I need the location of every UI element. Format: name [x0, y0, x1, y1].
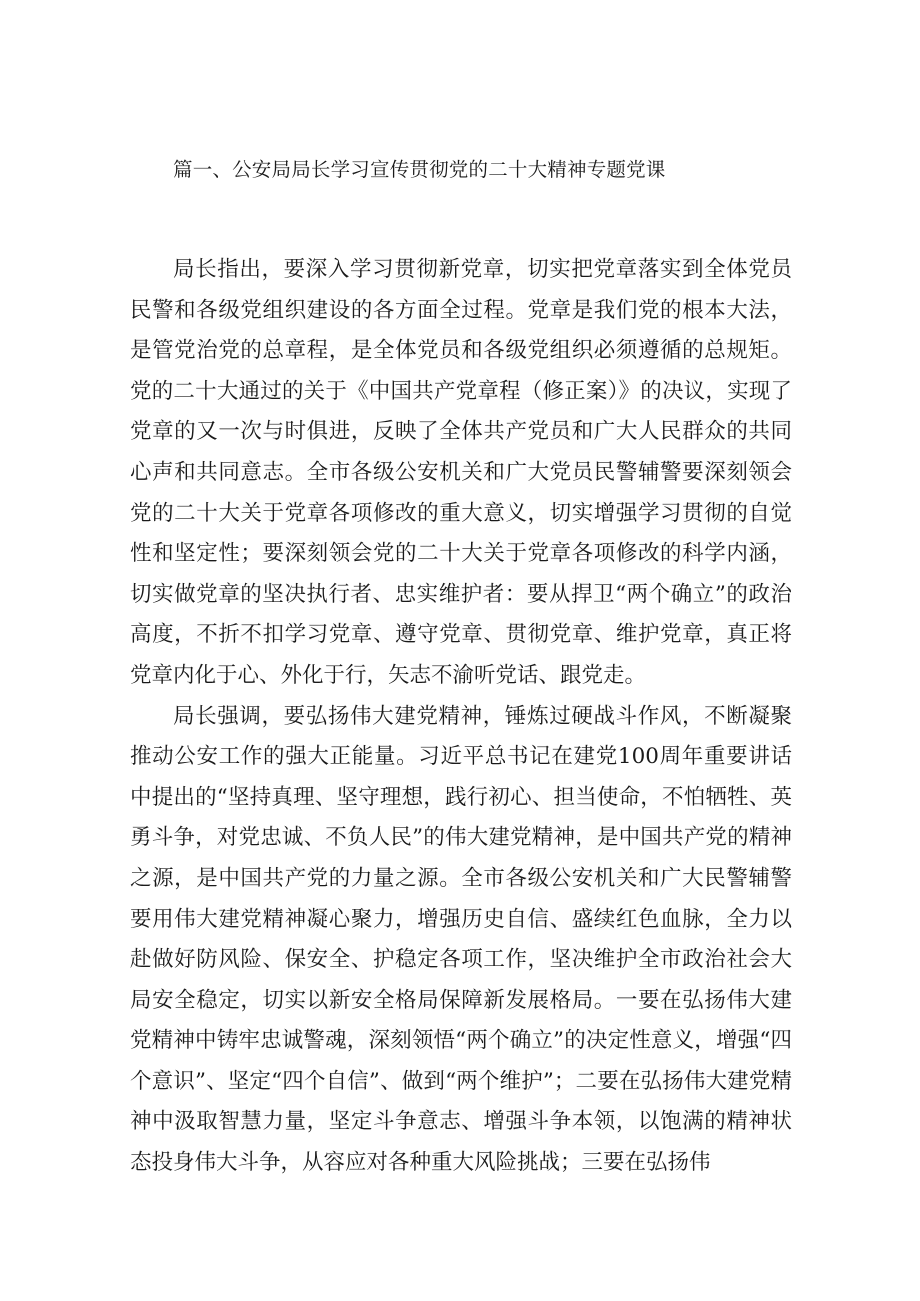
paragraph-2: 局长强调，要弘扬伟大建党精神，锤炼过硬战斗作风，不断凝聚推动公安工作的强大正能量。习近平总书记在建党100周年重要讲话中提出的“坚持真理、坚守理想，践行初心、担当使命，不怕牺牲、英勇斗争，对党忠诚、不负人民”的伟大建党精神，是中国共产党的精神之源，是中国共产党的力量之源。全市各级公安机关和广大民警辅警要用伟大建党精神凝心聚力，增强历史自信、盛续红色血脉，全力以赴做好防风险、保安全、护稳定各项工作，坚决维护全市政治社会大局安全稳定，切实以新安全格局保障新发展格局。一要在弘扬伟大建党精神中铸牢忠诚警魂，深刻领悟“两个确立”的决定性意义，增强“四个意识”、坚定“四个自信”、做到“两个维护”；二要在弘扬伟大建党精神中汲取智慧力量，坚定斗争意志、增强斗争本领，以饱满的精神状态投身伟大斗争，从容应对各种重大风险挑战；三要在弘扬伟: [130, 703, 792, 1176]
document-body: [130, 250, 792, 1184]
paragraph-1: 局长指出，要深入学习贯彻新党章，切实把党章落实到全体党员民警和各级党组织建设的各方面全过程。党章是我们党的根本大法，是管党治党的总章程，是全体党员和各级党组织必须遵循的总规矩。党的二十大通过的关于《中国共产党章程（修正案）》的决议，实现了党章的又一次与时俱进，反映了全体共产党员和广大人民群众的共同心声和共同意志。全市各级公安机关和广大党员民警辅警要深刻领会党的二十大关于党章各项修改的重大意义，切实增强学习贯彻的自觉性和坚定性；要深刻领会党的二十大关于党章各项修改的科学内涵，切实做党章的坚决执行者、忠实维护者：要从捍卫“两个确立”的政治高度，不折不扣学习党章、遵守党章、贯彻党章、维护党章，真正将党章内化于心、外化于行，矢志不渝听党话、跟党走。: [130, 257, 792, 688]
document-title: 篇一、公安局局长学习宣传贯彻党的二十大精神专题党课: [173, 158, 666, 181]
